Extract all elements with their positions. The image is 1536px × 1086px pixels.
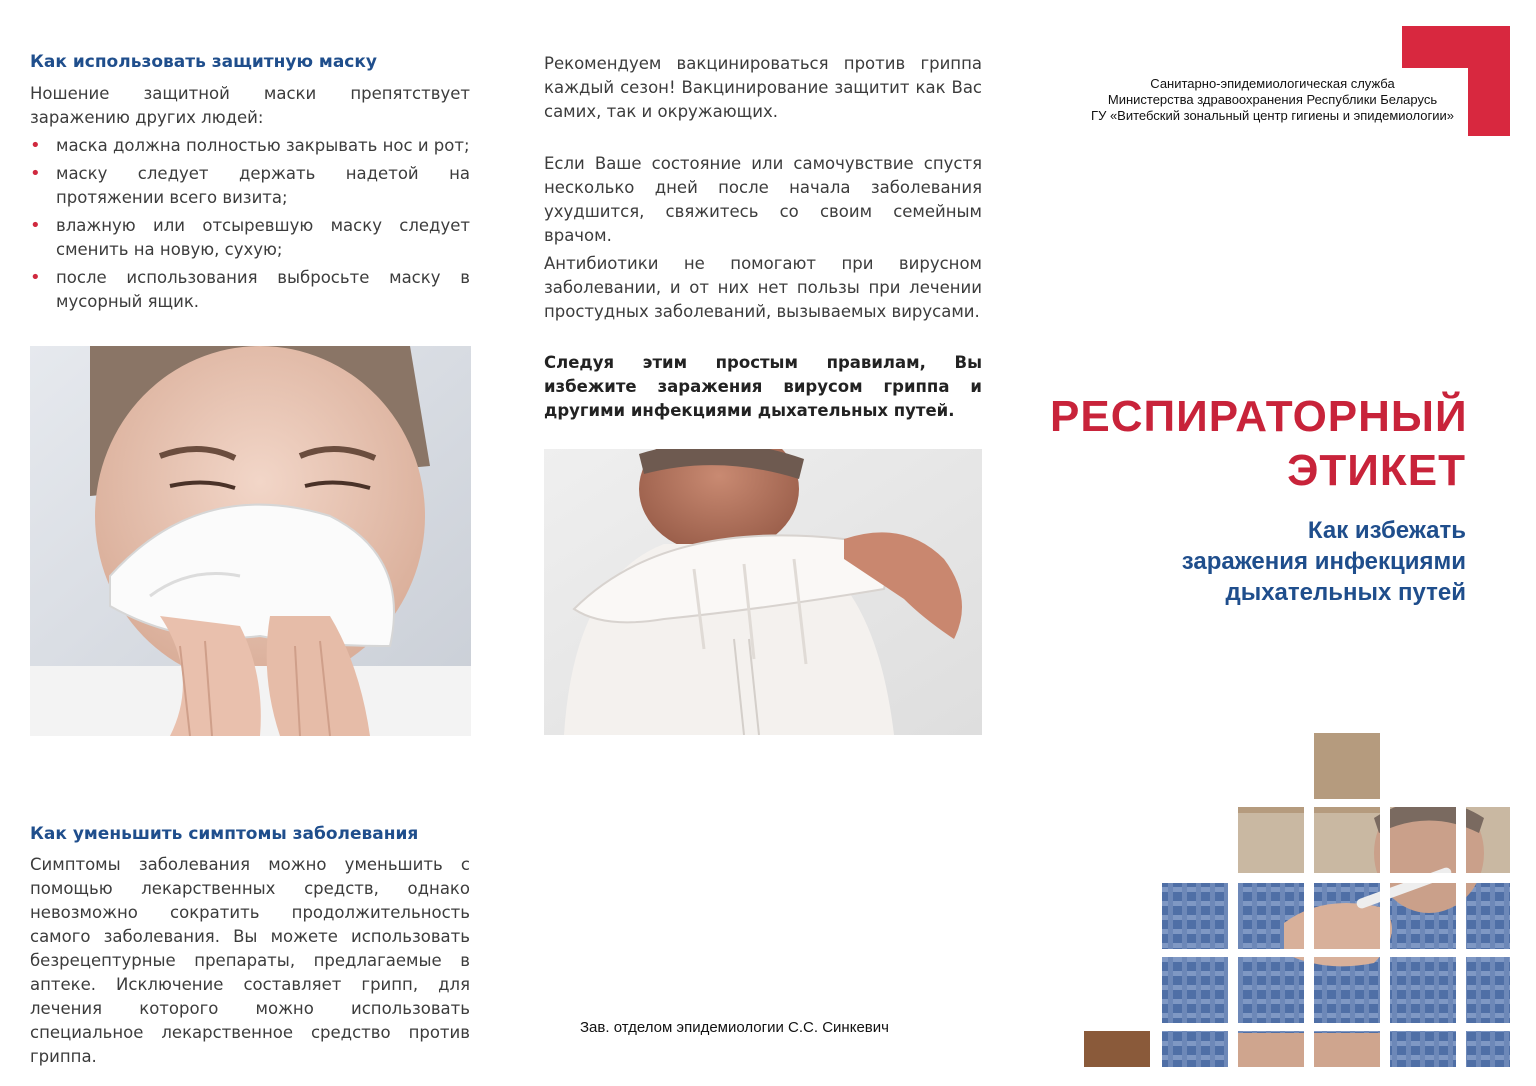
mask-rules-list [30, 134, 470, 318]
brochure-title [1050, 390, 1466, 498]
signature: Зав. отделом эпидемиологии С.С. Синкевич [580, 1019, 889, 1036]
organization-line-1: Санитарно-эпидемиологическая служба [1150, 76, 1395, 91]
mask-rule-item: • влажную или отсыревшую маску следует сменить на новую, сухую; [30, 214, 470, 262]
antibiotics-paragraph: Антибиотики не помогают при вирусном заболевании, и от них нет пользы при лечении простудных заболеваний, вызываемых вирусами. [544, 254, 982, 321]
subtitle-line-3: дыхательных путей [1225, 579, 1466, 606]
title-line-1: РЕСПИРАТОРНЫЙ [1050, 392, 1468, 441]
doctor-paragraph: Если Ваше состояние или самочувствие спустя несколько дней после начала заболевания ухудшится, свяжитесь со своим семейным врачом. [544, 154, 982, 245]
conclusion-paragraph: Следуя этим простым правилам, Вы избежите заражения вирусом гриппа и другими инфекциями дыхательных путей. [544, 353, 982, 420]
subtitle-line-2: заражения инфекциями [1181, 548, 1466, 575]
man-sneezing-into-elbow-photo-icon [544, 449, 982, 735]
symptoms-text: Симптомы заболевания можно уменьшить с помощью лекарственных средств, однако невозможно сократить продолжительность самого заболевания. Вы можете использовать безрецептурные препараты, предлагаемые в аптеке. Исключение составляет грипп, для лечения которого можно использовать специальное лекарственное средство против гриппа. [30, 855, 470, 1066]
subtitle-line-1: Как избежать [1307, 517, 1466, 544]
organization-line-2: Министерства здравоохранения Республики Беларусь [1107, 92, 1438, 107]
woman-sneezing-photo [30, 346, 471, 736]
mask-heading: Как использовать защитную маску [30, 52, 377, 72]
mask-rule-item: • маску следует держать надетой на протяжении всего визита; [30, 162, 470, 210]
woman-sneezing-into-tissue-photo-icon [30, 346, 471, 736]
sick-man-photo-mosaic [1084, 733, 1510, 1067]
mask-rule-item: • после использования выбросьте маску в мусорный ящик. [30, 266, 470, 314]
title-line-2: ЭТИКЕТ [1287, 446, 1466, 495]
man-sneezing-photo [544, 449, 982, 735]
sick-man-with-thermometer-photo-mosaic-icon [1084, 733, 1510, 1067]
brochure-subtitle [1050, 515, 1466, 608]
symptoms-heading: Как уменьшить симптомы заболевания [30, 824, 419, 844]
vaccine-paragraph: Рекомендуем вакцинироваться против гриппа каждый сезон! Вакцинирование защитит как Вас самих, так и окружающих. [544, 54, 982, 121]
organization-line-3: ГУ «Витебский зональный центр гигиены и эпидемиологии» [1091, 108, 1454, 123]
mask-intro: Ношение защитной маски препятствует заражению других людей: [30, 84, 470, 127]
mask-rule-item: • маска должна полностью закрывать нос и рот; [30, 134, 470, 158]
organization-block [1060, 76, 1485, 124]
